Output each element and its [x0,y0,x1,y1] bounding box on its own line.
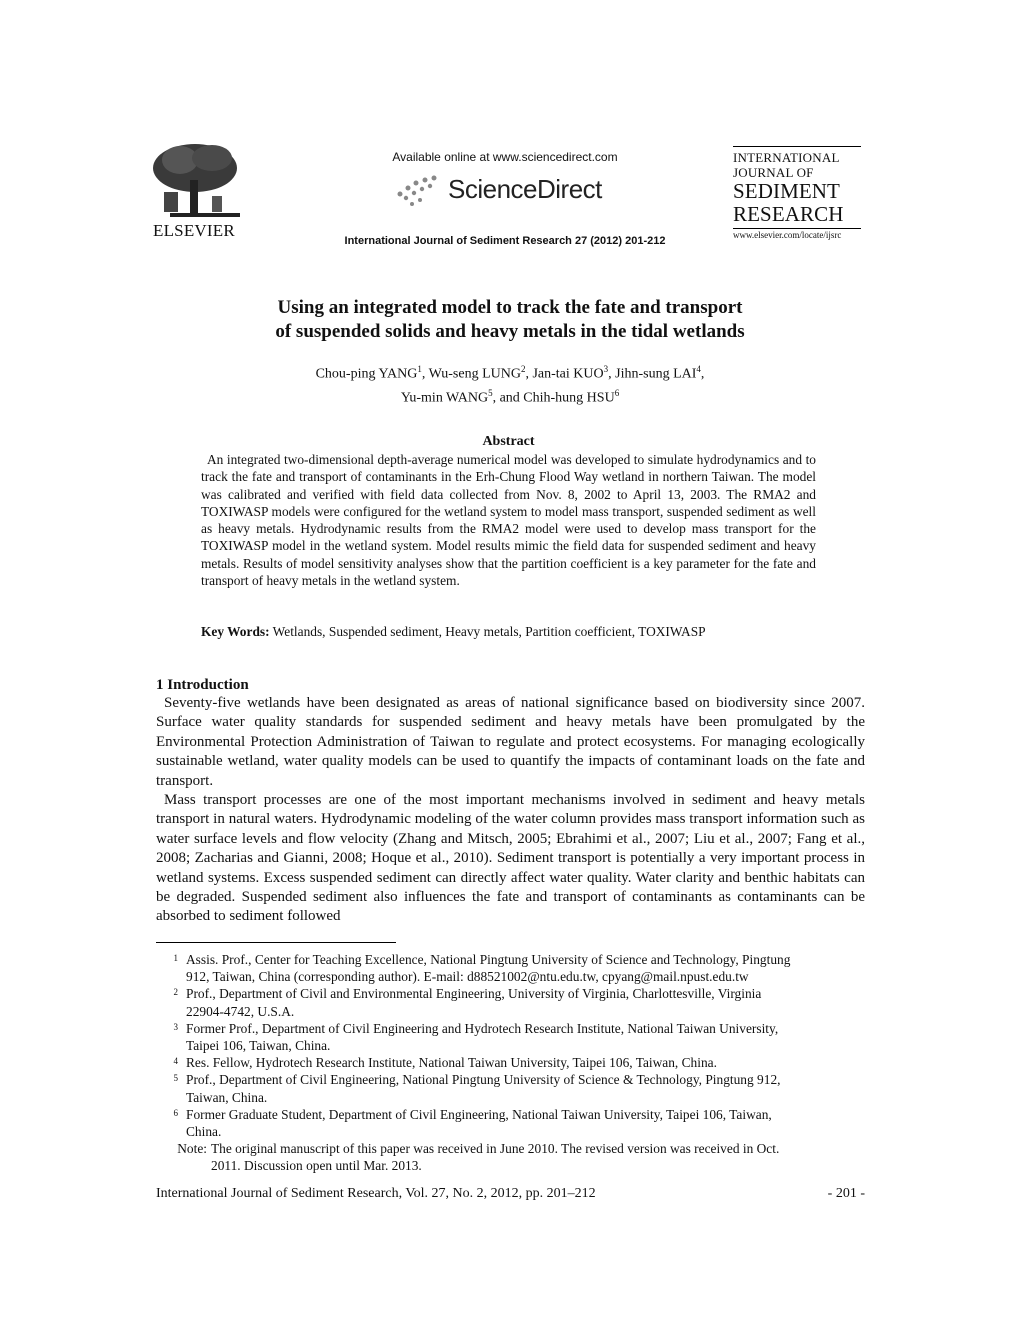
available-online-text: Available online at www.sciencedirect.com [392,150,618,164]
author-sep: , [492,390,500,406]
footnote-cont: Taiwan, China. [186,1089,268,1105]
author-affil-mark: 2 [520,364,526,374]
author-name: Wu-seng LUNG [428,366,521,382]
title-line2: of suspended solids and heavy metals in the tidal wetlands [275,321,745,342]
footnote-item [156,1071,865,1088]
running-footer [156,1186,865,1202]
author-affil-mark: 4 [696,364,701,374]
footnote-mark: 1 [173,953,178,963]
keywords-text: Wetlands, Suspended sediment, Heavy metals, Partition coefficient, TOXIWASP [269,624,706,639]
author-line2 [150,384,870,408]
journal-url: www.elsevier.com/locate/ijsrc [733,230,842,240]
manuscript-note [156,1140,865,1157]
footer-citation: International Journal of Sediment Research, Vol. 27, No. 2, 2012, pp. 201–212 [156,1186,596,1201]
footnote-item [156,951,865,968]
author-affil-mark: 3 [603,364,609,374]
footnote-cont: 22904-4742, U.S.A. [186,1003,295,1019]
author-name: Jihn-sung LAI [615,366,697,382]
section-heading-introduction: 1 Introduction [156,677,249,693]
footnote-text: Res. Fellow, Hydrotech Research Institute, National Taiwan University, Taipei 106, Taiwan, China. [186,1055,717,1071]
footnote-item [156,1054,865,1071]
sciencedirect-banner [370,150,640,208]
footnote-mark: 2 [173,987,178,998]
footnote-item [156,1106,865,1123]
abstract-text: An integrated two-dimensional depth-average numerical model was developed to simulate hydrodynamics and to track the fate and transport of contaminants in the Erh-Chung Flood Way wetland in northern Taiwan. The model was calibrated and verified with field data collected from Nov. 8, 2002 to April 13, 2003. The RMA2 and TOXIWASP models were configured for the wetland system to model mass transport, suspended sediment as well as heavy metals. Hydrodynamic results from the RMA2 model were used to develop mass transport for the TOXIWASP model in the wetland system. Model results mimic the field data for suspended sediment and heavy metals. Results of model sensitivity analyses show that the partition coefficient is a key parameter for the fate and transport of heavy metals in the wetland system. [201,452,816,589]
footnote-text: Assis. Prof., Center for Teaching Excellence, National Pingtung University of Science and Technology, Pingtung [186,952,791,967]
footnote-mark: 4 [173,1056,178,1067]
sciencedirect-wordmark: ScienceDirect [448,174,602,204]
journal-logo [733,146,863,240]
footnote-mark: 5 [173,1073,178,1084]
footnote-mark: 6 [173,1107,178,1118]
keywords [201,624,816,640]
publisher-wordmark: ELSEVIER [153,221,235,240]
sciencedirect-dots-icon [392,174,442,208]
abstract-heading: Abstract [482,434,535,449]
intro-paragraph: Mass transport processes are one of the most important mechanisms involved in sediment and heavy metals transport in natural waters. Hydrodynamic modeling of the water column provides mass transport information such as water surface levels and flow velocity (Zhang and Mitsch, 2005; Ebrahimi et al., 2007; Liu et al., 2007; Fang et al., 2008; Zacharias and Gianni, 2008; Hoque et al., 2010). Sediment transport is potentially a very important process in wetland systems. Excess suspended sediment can directly affect water quality. Water clarity and benthic habitats can be degraded. Suspended sediment also influences the fate and transport of contaminants as contaminants can be absorbed to sediment followed [156,792,865,925]
author-name: and Chih-hung HSU [499,390,615,406]
note-label: Note: [177,1141,207,1157]
author-name: Jan-tai KUO [532,366,604,382]
journal-logo-line1: INTERNATIONAL [733,150,840,165]
author-sep: , [608,366,616,382]
intro-paragraph: Seventy-five wetlands have been designated as areas of national significance based on biodiversity since 2007. Surface water quality standards for suspended sediment and heavy metals have been promulgated by the Environmental Protection Administration of Taiwan to regulate and protect ecosystems. For managing ecologically sustainable wetland, water quality models can be used to quantify the impacts of contaminant loads on the fate and transport. [156,695,865,789]
title-line1: Using an integrated model to track the fate and transport [277,297,743,318]
author-name: Yu-min WANG [400,390,489,406]
journal-logo-line4: RESEARCH [733,202,844,226]
keywords-label: Key Words: [201,624,270,639]
footnote-cont: Taipei 106, Taiwan, China. [186,1038,331,1054]
footnote-text: Prof., Department of Civil Engineering, National Pingtung University of Science & Technology, Pingtung 912, [186,1072,781,1088]
journal-reference: International Journal of Sediment Research 27 (2012) 201-212 [344,235,666,247]
author-affil-mark: 5 [488,387,493,398]
author-sep: , [525,366,533,382]
author-sep: , [421,366,429,382]
journal-logo-rule-bottom [733,228,861,229]
journal-logo-line3: SEDIMENT [733,179,840,203]
footnote-text: Former Graduate Student, Department of Civil Engineering, National Taiwan University, Taipei 106, Taiwan, [186,1106,772,1122]
footnote-item [156,985,865,1002]
author-affil-mark: 6 [614,387,620,398]
page-number: - 201 - [827,1186,865,1201]
note-cont: 2011. Discussion open until Mar. 2013. [211,1158,422,1174]
footnote-text: Prof., Department of Civil and Environmental Engineering, University of Virginia, Charlottesville, Virginia [186,986,762,1002]
footnotes [156,951,865,1175]
journal-logo-line2: JOURNAL OF [733,165,814,180]
introduction-body [156,694,865,927]
author-list [150,360,870,407]
footnote-divider [156,942,396,943]
journal-logo-rule-top [733,146,861,147]
paper-title [150,296,870,344]
footnote-mark: 3 [173,1021,178,1032]
author-sep: , [700,366,705,382]
author-affil-mark: 1 [417,364,422,374]
footnote-cont: China. [186,1124,222,1140]
note-text: The original manuscript of this paper was received in June 2010. The revised version was received in Oct. [211,1141,780,1157]
footnote-item [156,1020,865,1037]
footnote-cont: 912, Taiwan, China (corresponding author). E-mail: d88521002@ntu.edu.tw, cpyang@mail.npust.edu.tw [186,969,749,985]
author-name: Chou-ping YANG [315,366,418,382]
author-line1 [150,360,870,384]
footnote-text: Former Prof., Department of Civil Engineering and Hydrotech Research Institute, National Taiwan University, [186,1020,779,1036]
